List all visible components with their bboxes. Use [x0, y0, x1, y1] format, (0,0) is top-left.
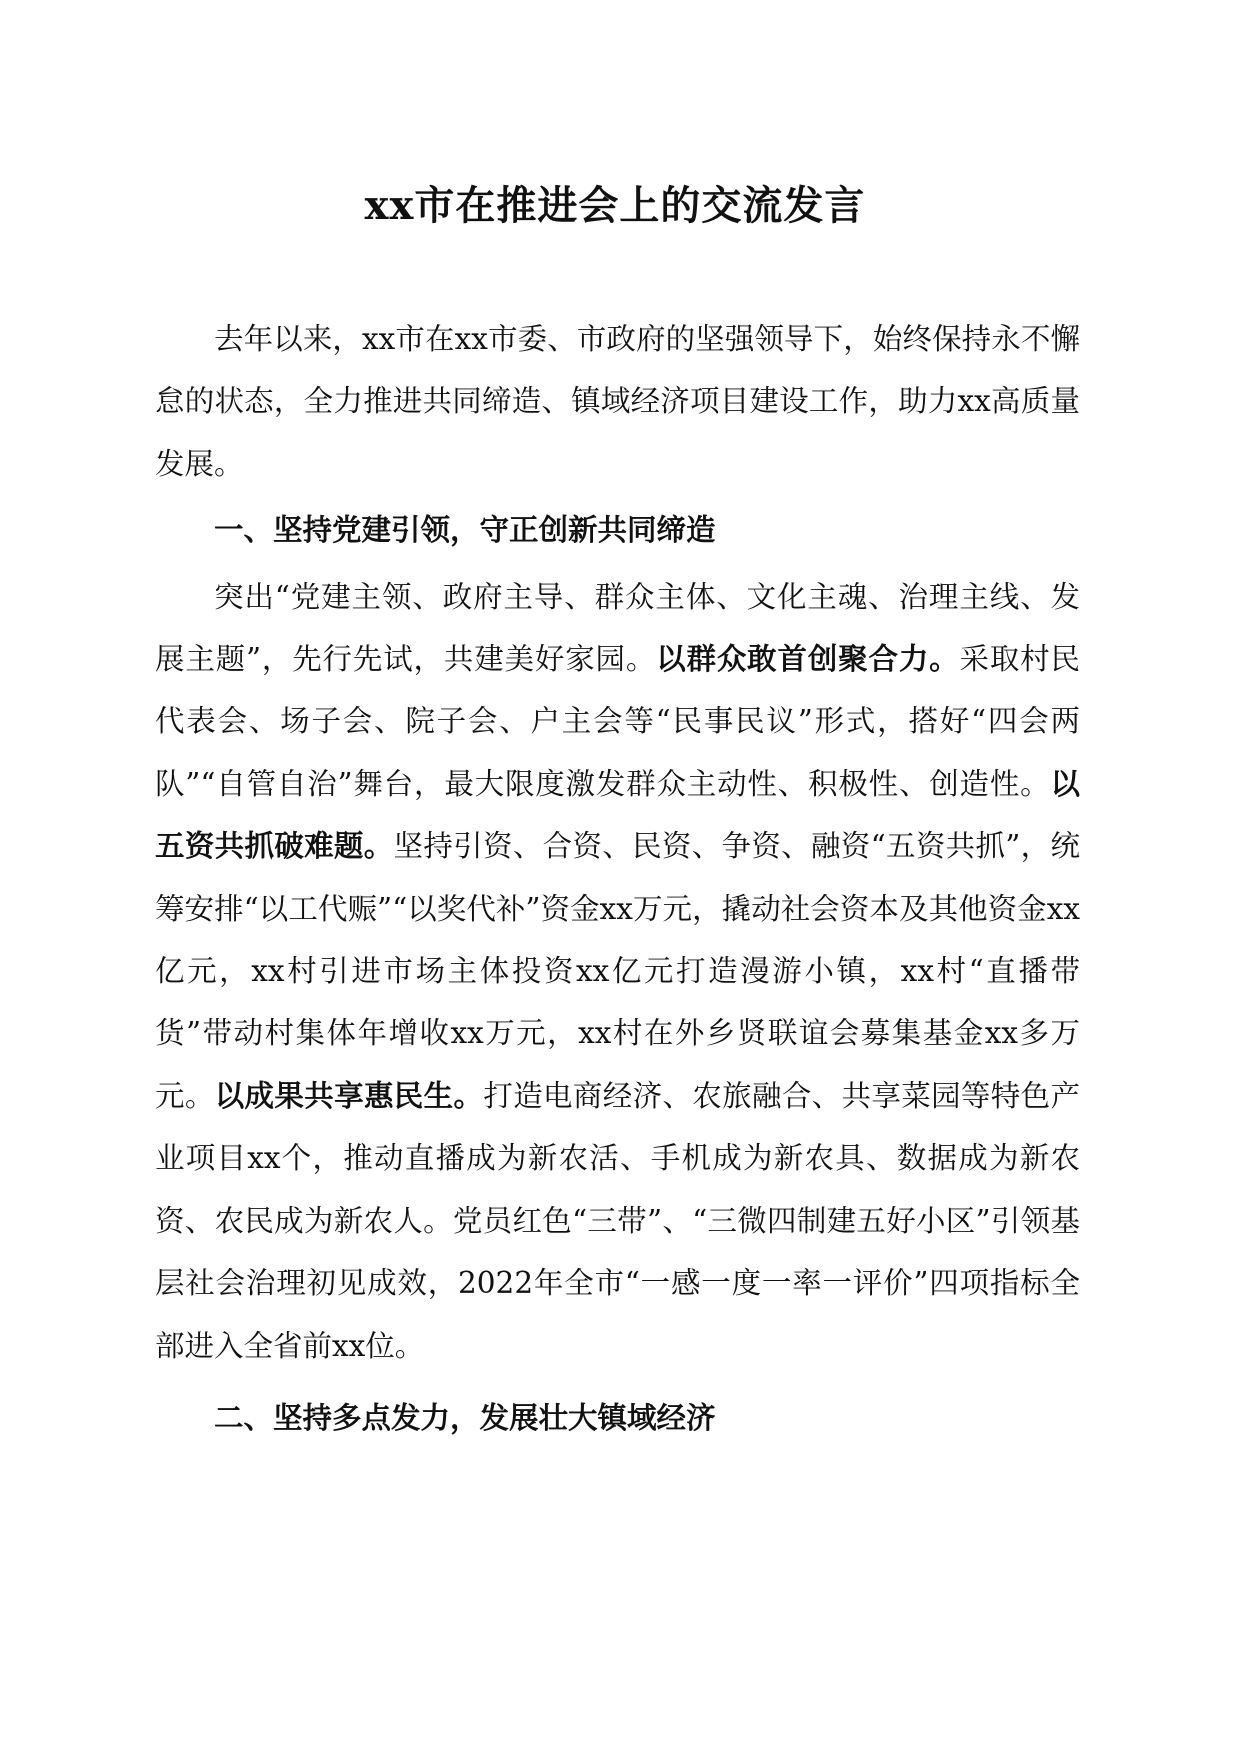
lead-phrase-2: 以五资共抓破难题。	[155, 765, 1080, 864]
section-1-text-2: 坚持引资、合资、民资、争资、融资“五资共抓”，统筹安排“以工代赈”“以奖代补”资金xx万元，撬动社会资本及其他资金xx亿元，xx村引进市场主体投资xx亿元打造漫游小镇，xx村“直播带货”带动村集体年增收xx万元，xx村在外乡贤联谊会募集基金xx多万元。	[155, 829, 1080, 1113]
section-1-text-3: 打造电商经济、农旅融合、共享菜园等特色产业项目xx个，推动直播成为新农活、手机成为新农具、数据成为新农资、农民成为新农人。党员红色“三带”、“三微四制建五好小区”引领基层社会治理初见成效，2022年全市“一感一度一率一评价”四项指标全部进入全省前xx位。	[155, 1078, 1080, 1363]
section-1-opening: 突出“党建主领、政府主导、群众主体、文化主魂、治理主线、发展主题”，先行先试，共建美好家园。	[155, 579, 1080, 677]
section-2-heading: 二、坚持多点发力，发展壮大镇域经济	[214, 1400, 716, 1435]
intro-paragraph: 去年以来，xx市在xx市委、市政府的坚强领导下，始终保持永不懈怠的状态，全力推进共同缔造、镇域经济项目建设工作，助力xx高质量发展。	[155, 322, 1080, 481]
section-1-text-1: 采取村民代表会、场子会、院子会、户主会等“民事民议”形式，搭好“四会两队”“自管自治”舞台，最大限度激发群众主动性、积极性、创造性。	[155, 642, 1080, 801]
section-1-heading: 一、坚持党建引领，守正创新共同缔造	[214, 513, 716, 548]
document-title: xx市在推进会上的交流发言	[364, 182, 866, 229]
lead-phrase-1: 以群众敢首创聚合力。	[656, 641, 960, 677]
document-body	[155, 308, 1080, 1453]
lead-phrase-3: 以成果共享惠民生。	[214, 1077, 484, 1113]
section-1-paragraph	[155, 566, 1080, 1377]
